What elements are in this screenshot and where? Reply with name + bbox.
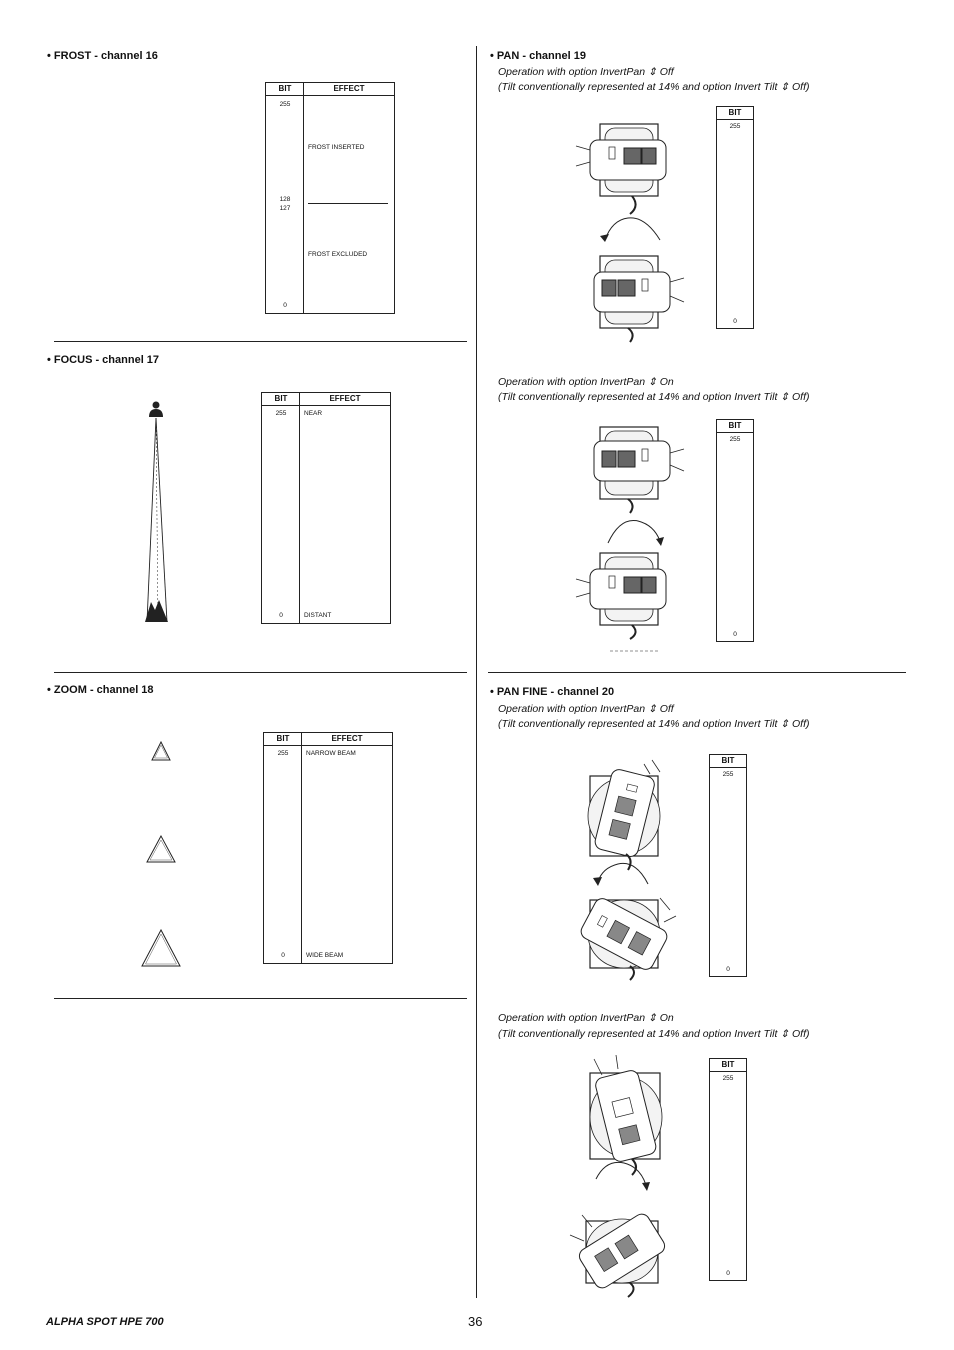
pan-on-mode-line: Operation with option InvertPan ⇕ On (498, 376, 674, 388)
pan-fine-off-bit-header: BIT (721, 756, 735, 765)
pan-off-mode-line: Operation with option InvertPan ⇕ Off (498, 66, 674, 78)
focus-effect-header: EFFECT (329, 394, 361, 403)
pan-fine-off-table (709, 754, 747, 977)
pan-fine-off-tilt-note: (Tilt conventionally represented at 14% and option Invert Tilt ⇕ Off) (498, 718, 810, 730)
pan-on-table (716, 419, 754, 642)
frost-table (265, 82, 395, 314)
pan-fine-on-tilt-note: (Tilt conventionally represented at 14% and option Invert Tilt ⇕ Off) (498, 1028, 810, 1040)
focus-table (261, 392, 391, 624)
focus-value-0: 0 (279, 612, 283, 619)
pan-off-value-255: 255 (729, 123, 741, 130)
frost-value-255: 255 (279, 101, 291, 108)
focus-effect-near: NEAR (304, 410, 323, 417)
zoom-beam-illustration (140, 738, 185, 970)
pan-fine-on-bit-header: BIT (721, 1060, 735, 1069)
section-divider (488, 672, 906, 673)
column-divider (476, 46, 477, 1298)
focus-bit-header: BIT (274, 394, 288, 403)
zoom-table (263, 732, 393, 964)
pan-on-value-0: 0 (733, 631, 737, 638)
pan-fine-off-value-255: 255 (722, 771, 734, 778)
pan-fine-on-value-255: 255 (722, 1075, 734, 1082)
pan-on-value-255: 255 (729, 436, 741, 443)
zoom-bit-header: BIT (276, 734, 290, 743)
frost-bit-header: BIT (278, 84, 292, 93)
section-divider (54, 341, 467, 342)
pan-fine-off-value-0: 0 (726, 966, 730, 973)
pan-fine-on-table (709, 1058, 747, 1281)
focus-effect-distant: DISTANT (304, 612, 332, 619)
zoom-effect-header: EFFECT (331, 734, 363, 743)
pan-off-bit-header: BIT (728, 108, 742, 117)
focus-value-255: 255 (275, 410, 287, 417)
pan-fine-off-mode-line: Operation with option InvertPan ⇕ Off (498, 703, 674, 715)
footer-product-title: ALPHA SPOT HPE 700 (46, 1316, 164, 1328)
pan-on-illustration (570, 425, 690, 655)
section-divider (54, 672, 467, 673)
frost-value-0: 0 (283, 302, 287, 309)
zoom-heading: • ZOOM - channel 18 (47, 684, 154, 696)
zoom-value-255: 255 (277, 750, 289, 757)
pan-fine-on-value-0: 0 (726, 1270, 730, 1277)
page-number: 36 (468, 1314, 483, 1329)
pan-fine-off-illustration (580, 760, 690, 982)
pan-off-table (716, 106, 754, 329)
section-divider (54, 998, 467, 999)
focus-beam-illustration (140, 398, 176, 626)
frost-effect-header: EFFECT (333, 84, 365, 93)
frost-effect-inserted: FROST INSERTED (308, 144, 365, 151)
pan-fine-heading: • PAN FINE - channel 20 (490, 686, 615, 698)
pan-fine-on-illustration (570, 1055, 680, 1300)
pan-off-tilt-note: (Tilt conventionally represented at 14% and option Invert Tilt ⇕ Off) (498, 81, 810, 93)
zoom-value-0: 0 (281, 952, 285, 959)
focus-heading: • FOCUS - channel 17 (47, 354, 160, 366)
pan-off-value-0: 0 (733, 318, 737, 325)
pan-off-illustration (570, 118, 690, 338)
pan-on-tilt-note: (Tilt conventionally represented at 14% and option Invert Tilt ⇕ Off) (498, 391, 810, 403)
frost-heading: • FROST - channel 16 (47, 50, 158, 62)
pan-fine-on-mode-line: Operation with option InvertPan ⇕ On (498, 1012, 674, 1024)
pan-heading: • PAN - channel 19 (490, 50, 586, 62)
frost-value-127: 127 (279, 205, 291, 212)
zoom-effect-narrow: NARROW BEAM (306, 750, 356, 757)
frost-value-128: 128 (279, 196, 291, 203)
pan-on-bit-header: BIT (728, 421, 742, 430)
frost-effect-excluded: FROST EXCLUDED (308, 251, 368, 258)
zoom-effect-wide: WIDE BEAM (306, 952, 344, 959)
